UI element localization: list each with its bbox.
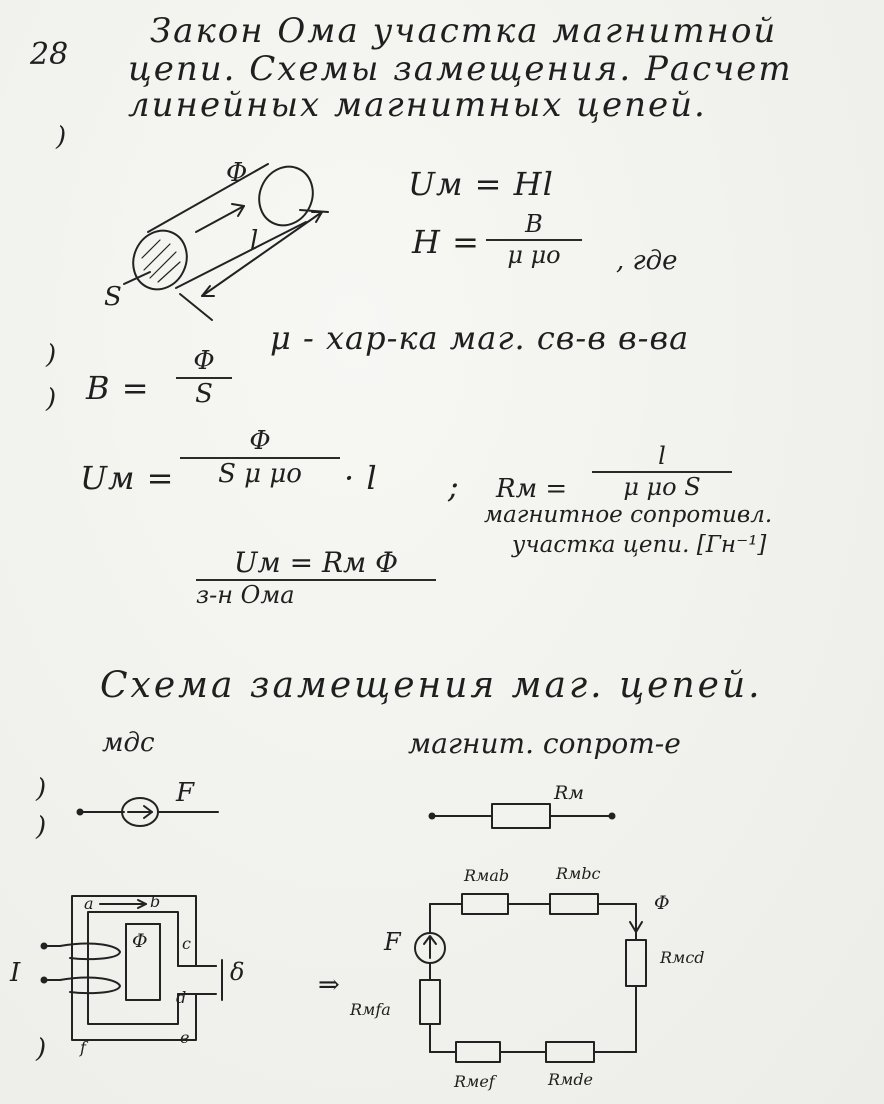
rm-numerator: l <box>658 442 666 470</box>
margin-mark: ) <box>46 340 57 370</box>
resistor-ef-label: Rмef <box>454 1072 495 1091</box>
corner-c-label: c <box>182 934 191 953</box>
resistance-label: магнит. сопрот-е <box>408 727 681 760</box>
formula-rm-lhs: Rм = <box>496 474 568 504</box>
core-gap-label: δ <box>230 958 245 986</box>
magnetic-core-icon <box>42 892 223 1040</box>
title-line-2: цепи. Схемы замещения. Расчет <box>128 49 793 89</box>
resistor-de-label: Rмde <box>548 1070 594 1089</box>
corner-b-label: b <box>150 892 161 911</box>
formula-h-lhs: H = <box>412 223 480 261</box>
margin-mark: ) <box>56 122 67 152</box>
mds-label: мдс <box>102 728 155 758</box>
resistor-ab-label: Rмab <box>464 866 510 885</box>
corner-f-label: f <box>80 1038 86 1057</box>
margin-mark: ) <box>46 384 57 414</box>
core-flux-label: Φ <box>132 930 148 952</box>
b-denominator: S <box>195 379 213 410</box>
margin-mark: ) <box>36 774 47 804</box>
title-line-3: линейных магнитных цепей. <box>128 85 707 125</box>
circuit-source-label: F <box>384 928 401 956</box>
circuit-flux-label: Φ <box>654 892 670 914</box>
b-numerator: Φ <box>193 346 215 376</box>
rm-note-line-1: магнитное сопротивл. <box>484 502 773 528</box>
formula-rm-fraction <box>592 444 732 500</box>
resistor-cd-label: Rмcd <box>660 948 705 967</box>
resistor-fa-label: Rмfa <box>350 1000 391 1019</box>
page-number: 28 <box>30 37 69 72</box>
title-line-1: Закон Ома участка магнитной <box>150 11 778 51</box>
core-current-label: I <box>10 958 21 988</box>
formula-um-fraction <box>180 428 340 489</box>
resistor-label: Rм <box>554 782 585 804</box>
corner-a-label: a <box>84 894 94 913</box>
corner-e-label: e <box>180 1028 190 1047</box>
resistor-icon <box>430 804 615 828</box>
margin-mark: ) <box>36 812 47 842</box>
formula-b-fraction <box>176 348 232 409</box>
ohm-law-block <box>196 548 436 609</box>
formula-um-tail: · l <box>344 459 378 497</box>
formula-semicolon: ; <box>448 467 460 505</box>
transform-arrow: ⇒ <box>318 970 340 1000</box>
corner-d-label: d <box>176 988 187 1007</box>
equivalent-circuit-icon <box>415 894 646 1062</box>
cylinder-area-label: S <box>104 282 122 312</box>
cylinder-length-label: l <box>250 226 259 256</box>
formula-where: , где <box>616 246 678 276</box>
schemes-heading: Схема замещения маг. цепей. <box>100 665 763 706</box>
resistor-bc-label: Rмbc <box>556 864 601 883</box>
mds-source-icon <box>78 798 219 826</box>
h-numerator: B <box>525 210 543 238</box>
mu-note: μ - хар-ка маг. св-в в-ва <box>270 319 690 357</box>
ohm-law-formula: Uм = Rм Φ <box>233 546 399 579</box>
formula-um-lhs: Uм = <box>80 459 175 497</box>
source-label: F <box>176 778 195 808</box>
formula-b-lhs: B = <box>86 369 150 407</box>
cylinder-flux-label: Φ <box>226 158 248 188</box>
um-numerator: Φ <box>249 426 271 456</box>
rm-note-line-2: участка цепи. [Гн⁻¹] <box>512 532 767 558</box>
um-denominator: S μ μo <box>218 459 302 490</box>
h-denominator: μ μo <box>507 241 561 270</box>
rm-denominator: μ μo S <box>623 473 701 502</box>
margin-mark: ) <box>36 1034 47 1064</box>
ohm-law-caption: з-н Ома <box>196 581 295 610</box>
formula-h-fraction <box>486 212 582 268</box>
formula-um-hl: Uм = Hl <box>408 165 554 203</box>
